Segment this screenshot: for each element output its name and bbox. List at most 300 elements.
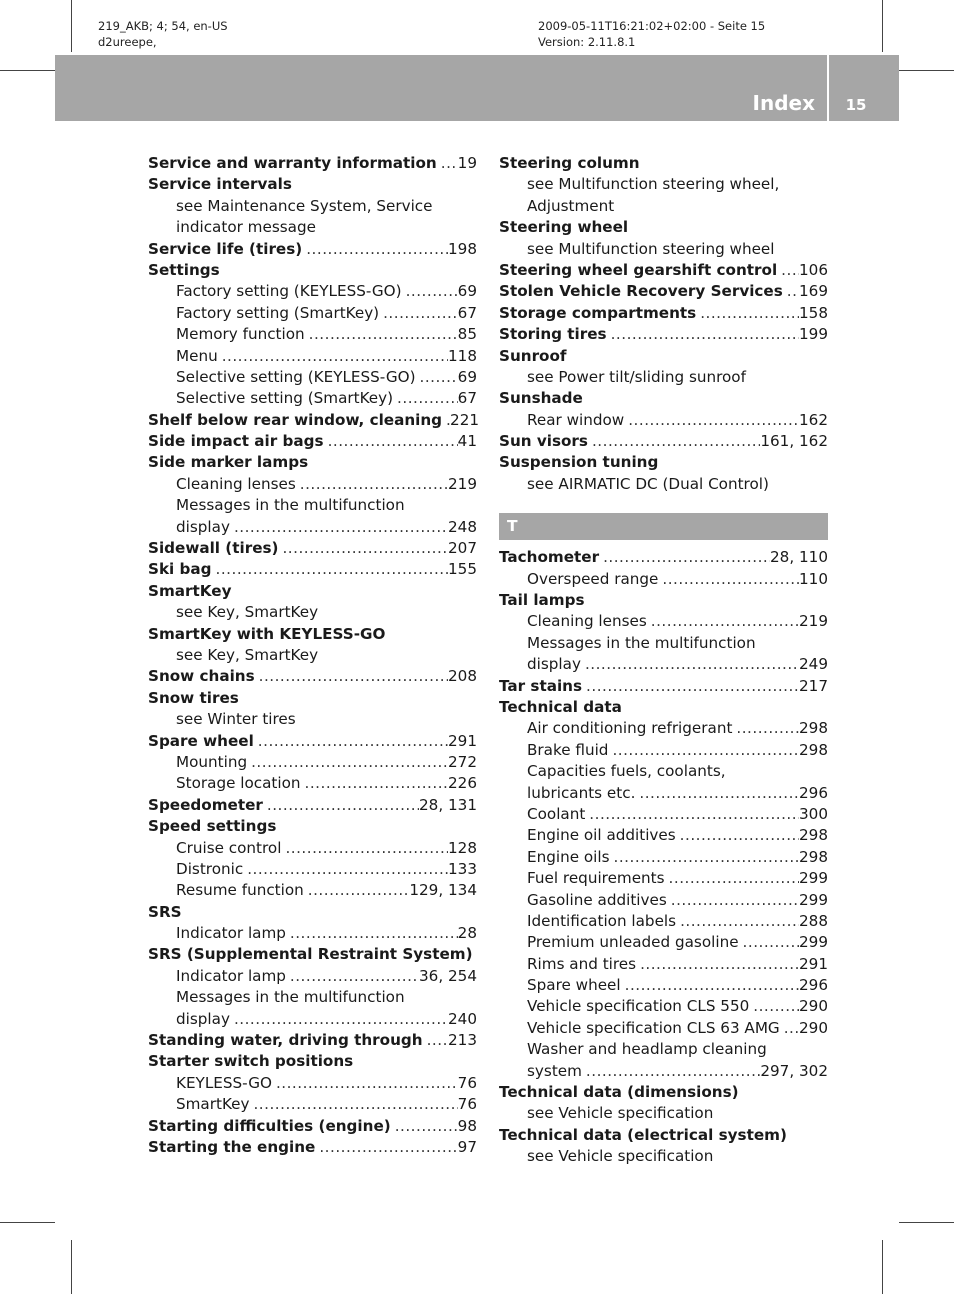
page-reference[interactable]: 69 xyxy=(457,282,477,301)
index-subentry xyxy=(499,825,828,846)
entry-label: indicator message xyxy=(176,218,316,237)
dot-leader xyxy=(636,954,799,975)
page-reference[interactable]: 155 xyxy=(448,560,477,579)
index-subentry xyxy=(148,495,477,516)
page-reference[interactable]: 299 xyxy=(799,933,828,952)
entry-label: Stolen Vehicle Recovery Services xyxy=(499,282,783,301)
page-reference[interactable]: 106 xyxy=(799,260,828,279)
dot-leader xyxy=(305,324,458,345)
page-reference[interactable]: 248 xyxy=(448,517,477,536)
dot-leader xyxy=(780,1018,799,1039)
index-entry xyxy=(148,174,477,195)
entry-label: see Multifunction steering wheel xyxy=(527,239,775,258)
index-subentry xyxy=(499,1018,828,1039)
entry-label: Steering column xyxy=(499,154,640,172)
entry-label: Adjustment xyxy=(527,196,615,215)
index-subentry xyxy=(148,859,477,880)
entry-label: Speedometer xyxy=(148,795,263,814)
dot-leader xyxy=(286,923,458,944)
entry-label: Starting the engine xyxy=(148,1137,316,1156)
entry-label: Rims and tires xyxy=(527,954,637,973)
page-reference[interactable]: 199 xyxy=(799,325,828,344)
dot-leader xyxy=(588,431,760,452)
meta-line: 2009-05-11T16:21:02+02:00 - Seite 15 xyxy=(538,19,766,33)
index-subentry xyxy=(148,709,477,730)
dot-leader xyxy=(665,868,799,889)
entry-label: see Power tilt/sliding sunroof xyxy=(527,367,746,386)
dot-leader xyxy=(247,752,448,773)
index-subentry xyxy=(499,410,828,431)
index-subentry xyxy=(148,367,477,388)
entry-label: Selective setting (SmartKey) xyxy=(176,389,394,408)
entry-label: display xyxy=(176,517,230,536)
index-entry xyxy=(499,590,828,611)
page-reference[interactable]: 98 xyxy=(457,1116,477,1135)
entry-label: Brake fluid xyxy=(527,740,609,759)
entry-label: SRS xyxy=(148,902,182,921)
index-entry xyxy=(148,902,477,923)
crop-mark xyxy=(882,1240,883,1294)
entry-label: Suspension tuning xyxy=(499,453,659,472)
entry-label: Service intervals xyxy=(148,175,292,194)
entry-label: Sunshade xyxy=(499,389,583,408)
dot-leader xyxy=(635,783,799,804)
dot-leader xyxy=(610,847,799,868)
page-reference[interactable]: 41 xyxy=(457,432,477,451)
dot-leader xyxy=(607,324,799,345)
entry-label: Technical data xyxy=(499,697,622,716)
index-subentry xyxy=(148,346,477,367)
page-reference[interactable]: 298 xyxy=(799,847,828,866)
index-subentry xyxy=(148,388,477,409)
entry-label: Gasoline additives xyxy=(527,890,667,909)
entry-label: Spare wheel xyxy=(527,976,621,995)
entry-label: Fuel requirements xyxy=(527,869,665,888)
index-entry xyxy=(499,452,828,473)
entry-label: Sunroof xyxy=(499,346,567,365)
entry-label: Storage location xyxy=(176,774,301,793)
dot-leader xyxy=(230,1009,448,1030)
index-subentry xyxy=(499,804,828,825)
entry-label: Tar stains xyxy=(499,676,583,695)
index-subentry xyxy=(499,783,828,804)
index-entry xyxy=(148,431,477,452)
index-entry xyxy=(148,452,477,473)
index-subentry xyxy=(148,474,477,495)
index-subentry xyxy=(148,966,477,987)
page-reference[interactable]: 213 xyxy=(448,1031,477,1050)
page-reference[interactable]: 249 xyxy=(799,655,828,674)
dot-leader xyxy=(739,932,799,953)
page-reference[interactable]: 28, 110 xyxy=(770,548,828,567)
page-reference[interactable]: 221 xyxy=(450,410,480,429)
dot-leader xyxy=(243,859,448,880)
entry-label: Cruise control xyxy=(176,838,282,857)
entry-label: Engine oils xyxy=(527,847,610,866)
dot-leader xyxy=(585,804,799,825)
dot-leader xyxy=(676,911,799,932)
page-reference[interactable]: 85 xyxy=(457,325,477,344)
dot-leader xyxy=(249,1094,457,1115)
entry-label: Service and warranty information xyxy=(148,154,437,172)
index-subentry xyxy=(499,868,828,889)
dot-leader xyxy=(777,260,799,281)
index-subentry xyxy=(499,740,828,761)
entry-label: see Multifunction steering wheel, xyxy=(527,175,780,194)
dot-leader xyxy=(212,559,448,580)
index-entry xyxy=(148,944,477,965)
entry-label: Menu xyxy=(176,346,218,365)
index-subentry xyxy=(148,645,477,666)
index-subentry xyxy=(148,987,477,1008)
entry-label: Memory function xyxy=(176,325,305,344)
index-subentry xyxy=(499,761,828,782)
entry-label: Starting difficulties (engine) xyxy=(148,1116,391,1135)
page-number: 15 xyxy=(845,96,867,114)
entry-label: Washer and headlamp cleaning xyxy=(527,1040,767,1059)
index-entry xyxy=(499,153,828,174)
page-reference[interactable]: 69 xyxy=(457,367,477,386)
entry-label: Premium unleaded gasoline xyxy=(527,933,739,952)
dot-leader xyxy=(278,538,448,559)
page-reference[interactable]: 19 xyxy=(457,154,477,172)
page-reference[interactable]: 76 xyxy=(457,1073,477,1092)
dot-leader xyxy=(442,410,450,431)
index-entry xyxy=(148,260,477,281)
entry-label: see AIRMATIC DC (Dual Control) xyxy=(527,474,769,493)
index-entry xyxy=(499,697,828,718)
dot-leader xyxy=(676,825,799,846)
index-entry xyxy=(148,410,480,431)
index-subentry xyxy=(499,890,828,911)
index-subentry xyxy=(499,954,828,975)
index-subentry xyxy=(148,303,477,324)
page-reference[interactable]: 297, 302 xyxy=(760,1061,828,1080)
index-subentry xyxy=(499,569,828,590)
index-entry xyxy=(148,688,477,709)
index-subentry xyxy=(499,718,828,739)
index-subentry xyxy=(499,611,828,632)
dot-leader xyxy=(302,239,448,260)
page-reference[interactable]: 226 xyxy=(448,774,477,793)
page-reference[interactable]: 36, 254 xyxy=(419,966,477,985)
page-reference[interactable]: 76 xyxy=(457,1095,477,1114)
dot-leader xyxy=(783,281,799,302)
entry-label: Snow tires xyxy=(148,688,239,707)
meta-line: Version: 2.11.8.1 xyxy=(538,34,636,49)
entry-label: Indicator lamp xyxy=(176,924,286,943)
dot-leader xyxy=(272,1073,458,1094)
entry-label: Steering wheel gearshift control xyxy=(499,260,778,279)
page-reference[interactable]: 110 xyxy=(799,569,828,588)
dot-leader xyxy=(324,431,458,452)
index-entry xyxy=(148,624,477,645)
page-reference[interactable]: 207 xyxy=(448,539,477,558)
page-reference[interactable]: 240 xyxy=(448,1009,477,1028)
crop-mark xyxy=(0,1222,55,1223)
index-entry xyxy=(148,1030,477,1051)
index-subentry xyxy=(148,1009,477,1030)
index-subentry xyxy=(499,1103,828,1124)
entry-label: Rear window xyxy=(527,410,625,429)
index-subentry xyxy=(499,474,828,495)
index-entry xyxy=(148,1051,477,1072)
dot-leader xyxy=(423,1030,448,1051)
page-reference[interactable]: 28, 131 xyxy=(419,795,477,814)
index-entry xyxy=(499,388,828,409)
page-reference[interactable]: 291 xyxy=(799,954,828,973)
page-reference[interactable]: 290 xyxy=(799,997,828,1016)
entry-label: display xyxy=(176,1009,230,1028)
page-reference[interactable]: 219 xyxy=(448,474,477,493)
index-subentry xyxy=(148,324,477,345)
entry-label: Sun visors xyxy=(499,432,588,451)
index-subentry xyxy=(499,174,828,195)
entry-label: SmartKey with KEYLESS-GO xyxy=(148,624,386,643)
index-subentry xyxy=(499,196,828,217)
index-subentry xyxy=(148,517,477,538)
page-reference[interactable]: 198 xyxy=(448,239,477,258)
entry-label: Speed settings xyxy=(148,817,277,836)
index-entry xyxy=(148,559,477,580)
print-meta-left xyxy=(98,19,228,50)
entry-label: SRS (Supplemental Restraint System) xyxy=(148,945,473,964)
entry-label: Side marker lamps xyxy=(148,453,309,472)
entry-label: Indicator lamp xyxy=(176,966,286,985)
page-reference[interactable]: 118 xyxy=(448,346,477,365)
index-entry xyxy=(148,731,477,752)
page-reference[interactable]: 208 xyxy=(448,667,477,686)
page-reference[interactable]: 298 xyxy=(799,826,828,845)
entry-label: Factory setting (SmartKey) xyxy=(176,303,380,322)
entry-label: KEYLESS-GO xyxy=(176,1073,272,1092)
entry-label: Storing tires xyxy=(499,325,607,344)
page-reference[interactable]: 288 xyxy=(799,911,828,930)
dot-leader xyxy=(296,474,448,495)
index-subentry xyxy=(148,923,477,944)
page-reference[interactable]: 67 xyxy=(457,389,477,408)
entry-label: Resume function xyxy=(176,881,304,900)
entry-label: Cleaning lenses xyxy=(176,474,296,493)
dot-leader xyxy=(286,966,419,987)
index-column-left xyxy=(148,153,480,1158)
page-reference[interactable]: 162 xyxy=(799,410,828,429)
page-reference[interactable]: 300 xyxy=(799,804,828,823)
index-subentry xyxy=(499,975,828,996)
dot-leader xyxy=(254,731,448,752)
index-subentry xyxy=(148,838,477,859)
entry-label: display xyxy=(527,655,581,674)
entry-label: Vehicle specification CLS 550 xyxy=(527,997,750,1016)
print-meta-right xyxy=(538,19,765,50)
page-reference[interactable]: 219 xyxy=(799,612,828,631)
crop-mark xyxy=(899,70,954,71)
index-subentry xyxy=(148,1073,477,1094)
page-reference[interactable]: 298 xyxy=(799,740,828,759)
index-subentry xyxy=(499,1146,828,1167)
page-reference[interactable]: 290 xyxy=(799,1018,828,1037)
entry-label: Technical data (electrical system) xyxy=(499,1125,787,1144)
dot-leader xyxy=(621,975,799,996)
entry-label: Distronic xyxy=(176,859,244,878)
index-entry xyxy=(148,816,477,837)
dot-leader xyxy=(301,773,448,794)
index-entry xyxy=(148,153,477,174)
page-reference[interactable]: 299 xyxy=(799,890,828,909)
crop-mark xyxy=(71,0,72,52)
crop-mark xyxy=(899,1222,954,1223)
entry-label: SmartKey xyxy=(176,1095,250,1114)
entry-label: Technical data (dimensions) xyxy=(499,1083,739,1102)
index-entry xyxy=(148,1137,477,1158)
index-entry xyxy=(499,1082,828,1103)
dot-leader xyxy=(402,281,458,302)
index-entry xyxy=(499,1125,828,1146)
entry-label: system xyxy=(527,1061,582,1080)
entry-label: Messages in the multifunction xyxy=(527,633,756,652)
page-reference[interactable]: 272 xyxy=(448,752,477,771)
index-entry xyxy=(499,281,828,302)
entry-label: Overspeed range xyxy=(527,569,659,588)
entry-label: Storage compartments xyxy=(499,303,697,322)
dot-leader xyxy=(315,1137,457,1158)
index-entry xyxy=(499,346,828,367)
index-subentry xyxy=(148,196,477,217)
entry-label: lubricants etc. xyxy=(527,783,636,802)
dot-leader xyxy=(230,517,448,538)
dot-leader xyxy=(599,547,770,568)
entry-label: see Maintenance System, Service xyxy=(176,196,433,215)
dot-leader xyxy=(667,890,799,911)
entry-label: Messages in the multifunction xyxy=(176,496,405,515)
dot-leader xyxy=(732,718,799,739)
entry-label: Coolant xyxy=(527,804,586,823)
dot-leader xyxy=(437,153,458,174)
page-reference[interactable]: 158 xyxy=(799,303,828,322)
entry-label: Tachometer xyxy=(499,548,600,567)
index-entry xyxy=(499,260,828,281)
entry-label: Tail lamps xyxy=(499,591,585,610)
index-entry xyxy=(148,538,477,559)
page-reference[interactable]: 217 xyxy=(799,676,828,695)
page-reference[interactable]: 67 xyxy=(457,303,477,322)
index-entry xyxy=(499,303,828,324)
index-subentry xyxy=(499,932,828,953)
page-reference[interactable]: 291 xyxy=(448,731,477,750)
page-reference[interactable]: 133 xyxy=(448,859,477,878)
dot-leader xyxy=(749,996,799,1017)
entry-label: Vehicle specification CLS 63 AMG xyxy=(527,1018,780,1037)
dot-leader xyxy=(263,795,419,816)
entry-label: Air conditioning refrigerant xyxy=(527,719,733,738)
entry-label: see Winter tires xyxy=(176,710,296,729)
entry-label: Identification labels xyxy=(527,911,677,930)
section-header-t: T xyxy=(499,513,828,540)
index-subentry xyxy=(148,217,477,238)
dot-leader xyxy=(608,740,799,761)
dot-leader xyxy=(304,880,410,901)
index-entry xyxy=(499,676,828,697)
page-reference[interactable]: 28 xyxy=(457,924,477,943)
entry-label: Side impact air bags xyxy=(148,432,324,451)
index-column-right xyxy=(499,153,828,1168)
page-reference[interactable]: 161, 162 xyxy=(760,432,828,451)
entry-label: Messages in the multifunction xyxy=(176,988,405,1007)
page-title: Index xyxy=(752,91,815,115)
index-entry xyxy=(499,324,828,345)
index-entry xyxy=(499,431,828,452)
page-reference[interactable]: 299 xyxy=(799,869,828,888)
dot-leader xyxy=(647,611,799,632)
entry-label: see Key, SmartKey xyxy=(176,603,319,622)
entry-label: Factory setting (KEYLESS-GO) xyxy=(176,282,402,301)
dot-leader xyxy=(581,654,799,675)
index-entry xyxy=(148,581,477,602)
page-reference[interactable]: 129, 134 xyxy=(409,881,477,900)
index-group-s xyxy=(499,153,828,495)
dot-leader xyxy=(379,303,458,324)
page-reference[interactable]: 128 xyxy=(448,838,477,857)
entry-label: Engine oil additives xyxy=(527,826,676,845)
page-reference[interactable]: 296 xyxy=(799,783,828,802)
meta-line: 219_AKB; 4; 54, en-US xyxy=(98,19,228,33)
page-reference[interactable]: 298 xyxy=(799,719,828,738)
page-reference[interactable]: 169 xyxy=(799,282,828,301)
entry-label: see Vehicle specification xyxy=(527,1147,714,1166)
dot-leader xyxy=(624,410,799,431)
entry-label: Mounting xyxy=(176,752,248,771)
entry-label: Steering wheel xyxy=(499,218,629,237)
entry-label: Spare wheel xyxy=(148,731,254,750)
index-group-t xyxy=(499,547,828,1167)
entry-label: Ski bag xyxy=(148,560,212,579)
page-reference[interactable]: 97 xyxy=(457,1137,477,1156)
entry-label: Standing water, driving through xyxy=(148,1031,423,1050)
dot-leader xyxy=(658,569,799,590)
index-entry xyxy=(499,547,828,568)
dot-leader xyxy=(391,1116,458,1137)
index-subentry xyxy=(148,752,477,773)
entry-label: Snow chains xyxy=(148,667,255,686)
dot-leader xyxy=(218,346,448,367)
entry-label: SmartKey xyxy=(148,581,232,600)
crop-mark xyxy=(0,70,55,71)
entry-label: Selective setting (KEYLESS-GO) xyxy=(176,367,416,386)
dot-leader xyxy=(582,1061,760,1082)
entry-label: see Vehicle specification xyxy=(527,1104,714,1123)
entry-label: Cleaning lenses xyxy=(527,612,647,631)
index-subentry xyxy=(499,1061,828,1082)
index-subentry xyxy=(499,239,828,260)
page-reference[interactable]: 296 xyxy=(799,976,828,995)
index-entry xyxy=(148,1116,477,1137)
entry-label: Capacities fuels, coolants, xyxy=(527,762,726,781)
index-subentry xyxy=(148,281,477,302)
index-subentry xyxy=(148,880,477,901)
index-entry xyxy=(148,239,477,260)
index-subentry xyxy=(148,602,477,623)
entry-label: see Key, SmartKey xyxy=(176,645,319,664)
index-subentry xyxy=(499,654,828,675)
entry-label: Sidewall (tires) xyxy=(148,539,279,558)
dot-leader xyxy=(696,303,799,324)
dot-leader xyxy=(393,388,458,409)
dot-leader xyxy=(416,367,458,388)
crop-mark xyxy=(882,0,883,52)
index-subentry xyxy=(499,847,828,868)
index-entry xyxy=(148,666,477,687)
entry-label: Starter switch positions xyxy=(148,1052,354,1071)
